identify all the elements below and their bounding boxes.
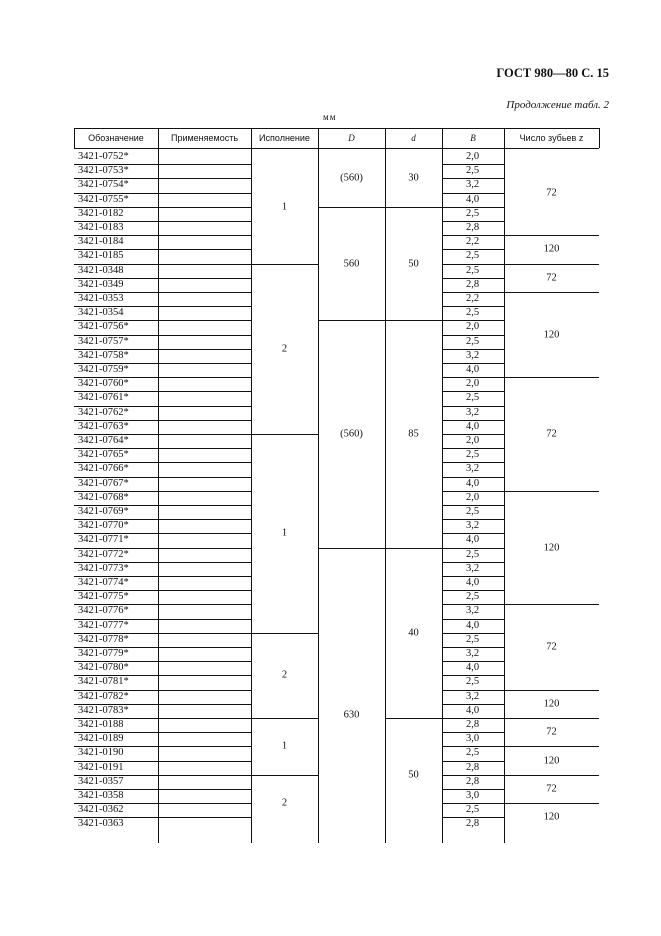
group-rule bbox=[504, 803, 599, 804]
group-rule bbox=[318, 320, 385, 321]
merged-z-cell: 120 bbox=[543, 243, 560, 255]
width-b-cell: 3,0 bbox=[466, 790, 480, 801]
merged-isp-cell: 2 bbox=[281, 669, 288, 681]
designation-cell: 3421-0353 bbox=[78, 293, 124, 304]
width-b-cell: 2,5 bbox=[466, 250, 480, 261]
group-rule bbox=[504, 377, 599, 378]
width-b-cell: 4,0 bbox=[466, 421, 480, 432]
merged-d-cell: 40 bbox=[408, 627, 419, 639]
width-b-cell: 2,0 bbox=[466, 492, 480, 503]
col-header-d: d bbox=[411, 133, 416, 143]
group-rule bbox=[318, 207, 385, 208]
merged-D-cell: (560) bbox=[340, 428, 363, 440]
designation-cell: 3421-0779* bbox=[78, 648, 129, 659]
designation-cell: 3421-0760* bbox=[78, 378, 129, 389]
designation-cell: 3421-0780* bbox=[78, 662, 129, 673]
merged-z-cell: 120 bbox=[543, 755, 560, 767]
group-rule bbox=[251, 718, 318, 719]
designation-cell: 3421-0776* bbox=[78, 605, 129, 616]
merged-z-cell: 72 bbox=[546, 783, 557, 795]
col-header-designation: Обозначение bbox=[88, 133, 144, 143]
merged-z-cell: 72 bbox=[546, 187, 557, 199]
designation-cell: 3421-0183 bbox=[78, 222, 124, 233]
group-rule bbox=[251, 775, 318, 776]
designation-cell: 3421-0188 bbox=[78, 719, 124, 730]
width-b-cell: 2,8 bbox=[466, 222, 480, 233]
width-b-cell: 3,2 bbox=[466, 407, 480, 418]
designation-cell: 3421-0781* bbox=[78, 676, 129, 687]
header-bottom-rule bbox=[74, 148, 599, 149]
width-b-cell: 4,0 bbox=[466, 534, 480, 545]
merged-d-cell: 30 bbox=[408, 172, 419, 184]
width-b-cell: 2,5 bbox=[466, 165, 480, 176]
group-rule bbox=[504, 746, 599, 747]
column-rule bbox=[385, 128, 386, 843]
designation-cell: 3421-0357 bbox=[78, 776, 124, 787]
designation-cell: 3421-0189 bbox=[78, 733, 124, 744]
designation-cell: 3421-0348 bbox=[78, 265, 124, 276]
col-header-B: B bbox=[470, 133, 476, 143]
merged-isp-cell: 1 bbox=[281, 201, 288, 213]
width-b-cell: 2,5 bbox=[466, 336, 480, 347]
merged-z-cell: 120 bbox=[543, 329, 560, 341]
width-b-cell: 2,5 bbox=[466, 634, 480, 645]
width-b-cell: 3,2 bbox=[466, 350, 480, 361]
width-b-cell: 2,5 bbox=[466, 549, 480, 560]
merged-D-cell: 560 bbox=[343, 258, 360, 270]
width-b-cell: 3,2 bbox=[466, 179, 480, 190]
designation-cell: 3421-0765* bbox=[78, 449, 129, 460]
column-rule bbox=[251, 128, 252, 843]
width-b-cell: 2,5 bbox=[466, 747, 480, 758]
group-rule bbox=[504, 235, 599, 236]
group-rule bbox=[504, 491, 599, 492]
width-b-cell: 2,8 bbox=[466, 279, 480, 290]
width-b-cell: 4,0 bbox=[466, 194, 480, 205]
merged-z-cell: 120 bbox=[543, 542, 560, 554]
width-b-cell: 2,8 bbox=[466, 818, 480, 829]
merged-z-cell: 72 bbox=[546, 726, 557, 738]
designation-cell: 3421-0774* bbox=[78, 577, 129, 588]
merged-D-cell: 630 bbox=[343, 709, 360, 721]
width-b-cell: 2,2 bbox=[466, 293, 480, 304]
designation-cell: 3421-0184 bbox=[78, 236, 124, 247]
width-b-cell: 3,2 bbox=[466, 520, 480, 531]
designation-cell: 3421-0362 bbox=[78, 804, 124, 815]
designation-cell: 3421-0758* bbox=[78, 350, 129, 361]
width-b-cell: 4,0 bbox=[466, 662, 480, 673]
merged-isp-cell: 2 bbox=[281, 797, 288, 809]
designation-cell: 3421-0783* bbox=[78, 705, 129, 716]
group-rule bbox=[385, 548, 442, 549]
designation-cell: 3421-0755* bbox=[78, 194, 129, 205]
col-header-version: Исполнение bbox=[259, 133, 310, 143]
designation-cell: 3421-0753* bbox=[78, 165, 129, 176]
width-b-cell: 2,0 bbox=[466, 378, 480, 389]
group-rule bbox=[251, 264, 318, 265]
data-table bbox=[74, 128, 599, 843]
designation-cell: 3421-0782* bbox=[78, 691, 129, 702]
width-b-cell: 4,0 bbox=[466, 620, 480, 631]
width-b-cell: 2,8 bbox=[466, 762, 480, 773]
width-b-cell: 2,0 bbox=[466, 321, 480, 332]
width-b-cell: 3,2 bbox=[466, 463, 480, 474]
width-b-cell: 3,2 bbox=[466, 648, 480, 659]
group-rule bbox=[385, 718, 442, 719]
designation-cell: 3421-0767* bbox=[78, 478, 129, 489]
unit-label: мм bbox=[323, 112, 337, 122]
width-b-cell: 2,5 bbox=[466, 676, 480, 687]
group-rule bbox=[251, 633, 318, 634]
designation-cell: 3421-0754* bbox=[78, 179, 129, 190]
designation-cell: 3421-0190 bbox=[78, 747, 124, 758]
width-b-cell: 2,5 bbox=[466, 506, 480, 517]
merged-z-cell: 72 bbox=[546, 272, 557, 284]
designation-cell: 3421-0777* bbox=[78, 620, 129, 631]
designation-cell: 3421-0763* bbox=[78, 421, 129, 432]
width-b-cell: 2,2 bbox=[466, 236, 480, 247]
width-b-cell: 2,5 bbox=[466, 591, 480, 602]
group-rule bbox=[504, 775, 599, 776]
designation-cell: 3421-0759* bbox=[78, 364, 129, 375]
merged-z-cell: 72 bbox=[546, 428, 557, 440]
designation-cell: 3421-0757* bbox=[78, 336, 129, 347]
width-b-cell: 4,0 bbox=[466, 478, 480, 489]
group-rule bbox=[504, 264, 599, 265]
width-b-cell: 3,2 bbox=[466, 605, 480, 616]
group-rule bbox=[504, 718, 599, 719]
merged-d-cell: 85 bbox=[408, 428, 419, 440]
group-rule bbox=[385, 320, 442, 321]
width-b-cell: 2,5 bbox=[466, 804, 480, 815]
designation-cell: 3421-0772* bbox=[78, 549, 129, 560]
group-rule bbox=[504, 292, 599, 293]
designation-cell: 3421-0771* bbox=[78, 534, 129, 545]
designation-cell: 3421-0182 bbox=[78, 208, 124, 219]
designation-cell: 3421-0762* bbox=[78, 407, 129, 418]
designation-cell: 3421-0191 bbox=[78, 762, 124, 773]
col-header-teeth: Число зубьев z bbox=[519, 133, 584, 143]
designation-cell: 3421-0773* bbox=[78, 563, 129, 574]
group-rule bbox=[318, 548, 385, 549]
page-header: ГОСТ 980—80 С. 15 bbox=[496, 66, 609, 80]
designation-cell: 3421-0349 bbox=[78, 279, 124, 290]
width-b-cell: 2,0 bbox=[466, 151, 480, 162]
col-header-D: D bbox=[348, 133, 355, 143]
group-rule bbox=[385, 207, 442, 208]
group-rule bbox=[504, 604, 599, 605]
designation-cell: 3421-0775* bbox=[78, 591, 129, 602]
merged-z-cell: 120 bbox=[543, 698, 560, 710]
width-b-cell: 2,8 bbox=[466, 776, 480, 787]
merged-isp-cell: 1 bbox=[281, 740, 288, 752]
width-b-cell: 2,5 bbox=[466, 392, 480, 403]
designation-cell: 3421-0756* bbox=[78, 321, 129, 332]
width-b-cell: 3,0 bbox=[466, 733, 480, 744]
width-b-cell: 4,0 bbox=[466, 364, 480, 375]
width-b-cell: 3,2 bbox=[466, 691, 480, 702]
merged-isp-cell: 2 bbox=[281, 343, 288, 355]
merged-D-cell: (560) bbox=[340, 172, 363, 184]
column-rule bbox=[599, 128, 600, 148]
group-rule bbox=[504, 690, 599, 691]
width-b-cell: 2,5 bbox=[466, 307, 480, 318]
merged-d-cell: 50 bbox=[408, 258, 419, 270]
designation-cell: 3421-0764* bbox=[78, 435, 129, 446]
merged-isp-cell: 1 bbox=[281, 527, 288, 539]
designation-cell: 3421-0761* bbox=[78, 392, 129, 403]
designation-cell: 3421-0769* bbox=[78, 506, 129, 517]
designation-cell: 3421-0766* bbox=[78, 463, 129, 474]
group-rule bbox=[251, 434, 318, 435]
width-b-cell: 4,0 bbox=[466, 577, 480, 588]
designation-cell: 3421-0358 bbox=[78, 790, 124, 801]
designation-cell: 3421-0770* bbox=[78, 520, 129, 531]
designation-cell: 3421-0363 bbox=[78, 818, 124, 829]
merged-d-cell: 50 bbox=[408, 769, 419, 781]
width-b-cell: 2,5 bbox=[466, 208, 480, 219]
designation-cell: 3421-0354 bbox=[78, 307, 124, 318]
width-b-cell: 3,2 bbox=[466, 563, 480, 574]
column-rule bbox=[318, 128, 319, 843]
width-b-cell: 4,0 bbox=[466, 705, 480, 716]
width-b-cell: 2,0 bbox=[466, 435, 480, 446]
merged-z-cell: 72 bbox=[546, 641, 557, 653]
designation-cell: 3421-0185 bbox=[78, 250, 124, 261]
designation-cell: 3421-0778* bbox=[78, 634, 129, 645]
width-b-cell: 2,8 bbox=[466, 719, 480, 730]
width-b-cell: 2,5 bbox=[466, 265, 480, 276]
merged-z-cell: 120 bbox=[543, 811, 560, 823]
designation-cell: 3421-0752* bbox=[78, 151, 129, 162]
width-b-cell: 2,5 bbox=[466, 449, 480, 460]
table-continuation-label: Продолжение табл. 2 bbox=[506, 99, 609, 111]
col-header-applicability: Применяемость bbox=[170, 133, 239, 143]
designation-cell: 3421-0768* bbox=[78, 492, 129, 503]
